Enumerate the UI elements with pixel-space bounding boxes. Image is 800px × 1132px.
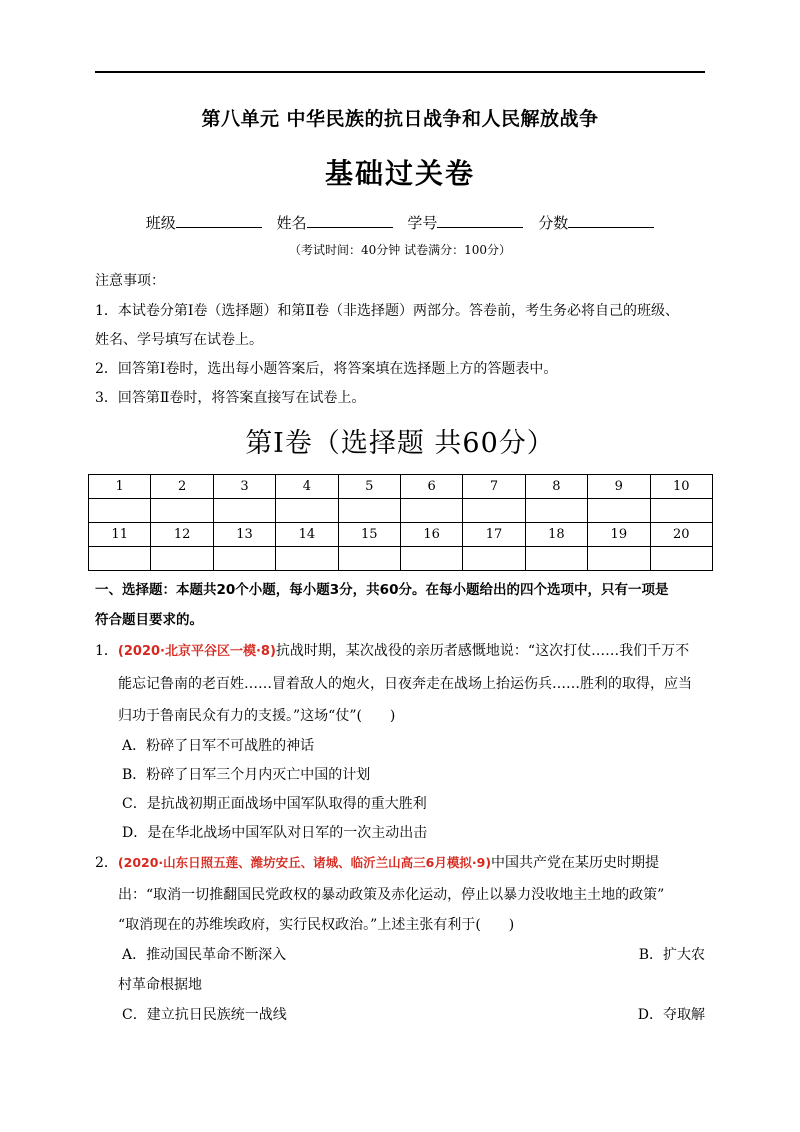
answer-cell[interactable]	[89, 499, 151, 523]
notes-heading: 注意事项：	[95, 273, 165, 289]
answer-cell[interactable]	[338, 547, 400, 571]
answer-cell[interactable]	[463, 499, 525, 523]
exam-meta: （考试时间：40分钟 试卷满分：100分）	[289, 243, 511, 257]
answer-number: 14	[276, 523, 338, 547]
answer-cell[interactable]	[525, 547, 587, 571]
answer-cell[interactable]	[650, 499, 712, 523]
notes-item: 3．回答第Ⅱ卷时，将答案直接写在试卷上。	[95, 390, 366, 406]
answer-cell[interactable]	[463, 547, 525, 571]
notes-item: 1．本试卷分第Ⅰ卷（选择题）和第Ⅱ卷（非选择题）两部分。答卷前，考生务必将自己的班级、	[95, 303, 679, 319]
option-b[interactable]: B．粉碎了日军三个月内灭亡中国的计划	[122, 767, 371, 783]
question-2-stem	[95, 852, 659, 872]
answer-number: 3	[213, 475, 275, 499]
answer-cell[interactable]	[400, 547, 462, 571]
name-label: 姓名	[276, 214, 307, 232]
instructions-line: 符合题目要求的。	[95, 612, 203, 628]
option-d[interactable]: D．夺取解	[637, 1007, 705, 1023]
question-number: 2．	[95, 855, 118, 871]
question-text: 归功于鲁南民众有力的支援。”这场“仗”( )	[118, 708, 396, 724]
question-text: 抗战时期，某次战役的亲历者感慨地说：“这次打仗……我们千万不	[275, 643, 690, 659]
notes-item: 姓名、学号填写在试卷上。	[95, 332, 263, 348]
answer-table	[88, 474, 713, 571]
answer-number: 12	[151, 523, 213, 547]
answer-cell[interactable]	[650, 547, 712, 571]
answer-number-row	[89, 523, 713, 547]
student-info-line	[0, 212, 800, 233]
question-text: 能忘记鲁南的老百姓……冒着敌人的炮火，日夜奔走在战场上抬运伤兵……胜利的取得，应当	[118, 676, 692, 692]
answer-cell[interactable]	[213, 499, 275, 523]
answer-number: 10	[650, 475, 712, 499]
answer-cell[interactable]	[276, 499, 338, 523]
answer-number: 15	[338, 523, 400, 547]
answer-number: 20	[650, 523, 712, 547]
question-text: “取消现在的苏维埃政府，实行民权政治。”上述主张有利于( )	[118, 917, 515, 933]
answer-number: 5	[338, 475, 400, 499]
section-title: 第Ⅰ卷（选择题 共60分）	[245, 428, 555, 459]
answer-cell[interactable]	[89, 547, 151, 571]
score-field[interactable]	[568, 213, 654, 228]
option-c[interactable]: C．是抗战初期正面战场中国军队取得的重大胜利	[122, 796, 427, 812]
answer-number: 11	[89, 523, 151, 547]
answer-number: 6	[400, 475, 462, 499]
question-source: (2020·北京平谷区一模·8)	[117, 644, 276, 659]
answer-blank-row	[89, 547, 713, 571]
answer-number: 18	[525, 523, 587, 547]
instructions-line: 一、选择题：本题共20个小题，每小题3分，共60分。在每小题给出的四个选项中，只有一项是	[95, 582, 669, 598]
answer-number: 19	[588, 523, 650, 547]
answer-cell[interactable]	[525, 499, 587, 523]
answer-number: 1	[89, 475, 151, 499]
answer-cell[interactable]	[213, 547, 275, 571]
answer-cell[interactable]	[400, 499, 462, 523]
question-source: (2020·山东日照五莲、潍坊安丘、诸城、临沂兰山高三6月模拟·9)	[117, 855, 492, 870]
id-label: 学号	[407, 214, 438, 232]
answer-cell[interactable]	[588, 547, 650, 571]
answer-cell[interactable]	[151, 499, 213, 523]
paper-title: 基础过关卷	[324, 157, 475, 190]
score-label: 分数	[538, 214, 569, 232]
question-text: 中国共产党在某历史时期提	[491, 855, 660, 871]
question-text: 出：“取消一切推翻国民党政权的暴动政策及赤化运动，停止以暴力没收地主土地的政策”	[118, 887, 665, 903]
notes-item: 2．回答第Ⅰ卷时，选出每小题答案后，将答案填在选择题上方的答题表中。	[95, 361, 558, 377]
answer-number: 13	[213, 523, 275, 547]
answer-number-row	[89, 475, 713, 499]
option-b-continued: 村革命根据地	[118, 977, 202, 993]
answer-number: 16	[400, 523, 462, 547]
name-field[interactable]	[307, 213, 393, 228]
answer-number: 4	[276, 475, 338, 499]
question-number: 1．	[95, 643, 118, 659]
option-a[interactable]: A．推动国民革命不断深入	[122, 947, 287, 963]
option-c[interactable]: C．建立抗日民族统一战线	[122, 1007, 287, 1023]
answer-cell[interactable]	[276, 547, 338, 571]
option-d[interactable]: D．是在华北战场中国军队对日军的一次主动出击	[122, 825, 428, 841]
class-field[interactable]	[176, 213, 262, 228]
class-label: 班级	[145, 214, 176, 232]
answer-number: 17	[463, 523, 525, 547]
answer-cell[interactable]	[588, 499, 650, 523]
answer-cell[interactable]	[338, 499, 400, 523]
top-rule	[95, 71, 705, 73]
answer-cell[interactable]	[151, 547, 213, 571]
option-a[interactable]: A．粉碎了日军不可战胜的神话	[122, 738, 315, 754]
option-b[interactable]: B．扩大农	[638, 947, 705, 963]
answer-number: 7	[463, 475, 525, 499]
answer-number: 2	[151, 475, 213, 499]
question-1-stem	[95, 640, 689, 660]
unit-title: 第八单元 中华民族的抗日战争和人民解放战争	[201, 108, 599, 130]
answer-number: 9	[588, 475, 650, 499]
answer-blank-row	[89, 499, 713, 523]
answer-number: 8	[525, 475, 587, 499]
id-field[interactable]	[437, 213, 523, 228]
